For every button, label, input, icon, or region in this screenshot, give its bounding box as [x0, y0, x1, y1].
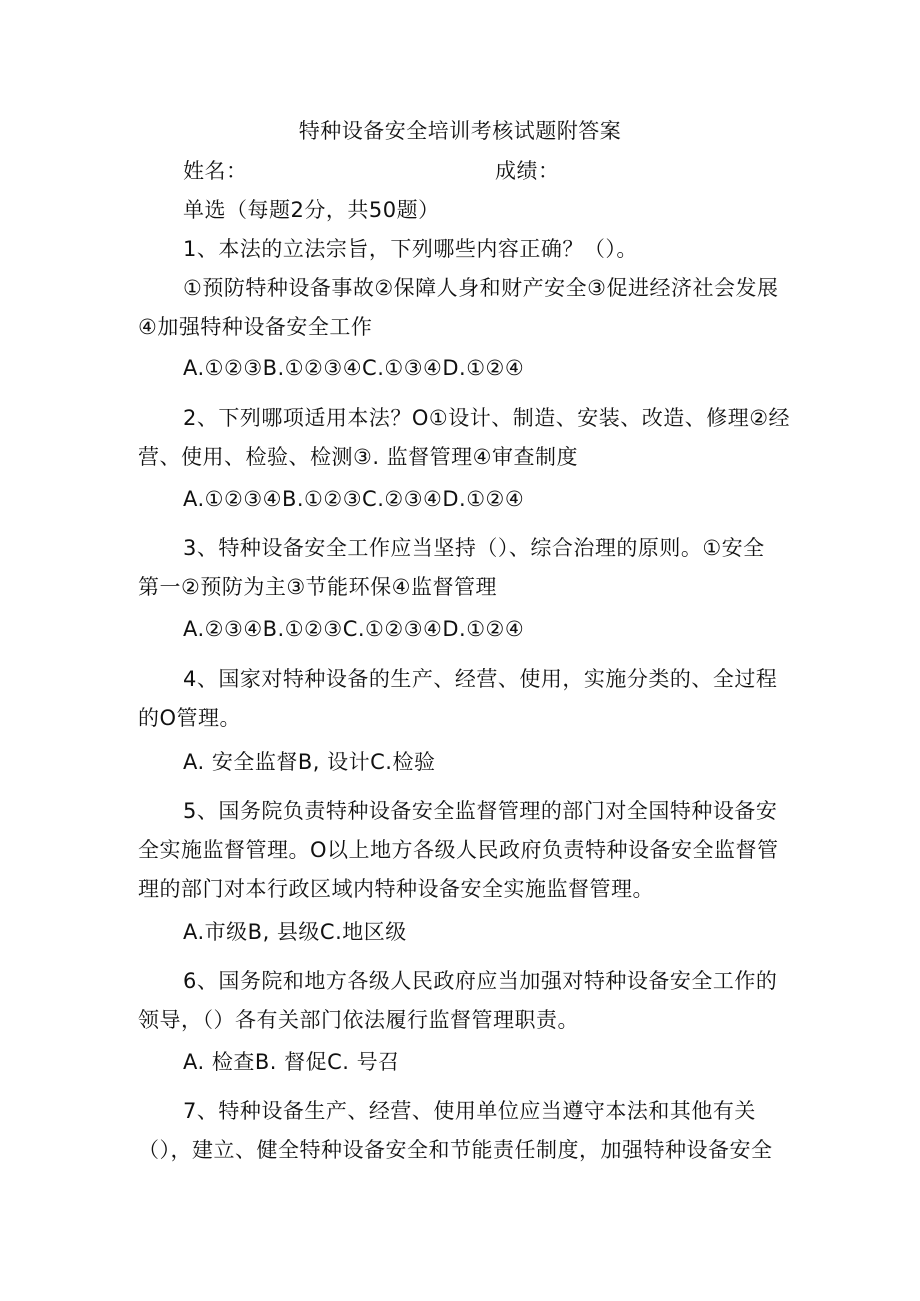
question-6-options: A. 检查B. 督促C. 号召 [183, 1050, 400, 1074]
question-1-options: A.①②③B.①②③④C.①③④D.①②④ [183, 356, 525, 380]
name-label: 姓名： [183, 159, 248, 183]
question-5-text: 5、国务院负责特种设备安全监督管理的部门对全国特种设备安 [183, 799, 778, 823]
question-2-text: 2、下列哪项适用本法？O①设计、制造、安装、改造、修理②经 [183, 406, 791, 430]
question-1-items-cont: ④加强特种设备安全工作 [138, 315, 373, 339]
question-3-options: A.②③④B.①②③C.①②③④D.①②④ [183, 617, 525, 641]
question-6-text-cont: 领导，（）各有关部门依法履行监督管理职责。 [138, 1008, 579, 1032]
question-1-items: ①预防特种设备事故②保障人身和财产安全③促进经济社会发展 [183, 276, 779, 300]
question-5-text-cont-2: 理的部门对本行政区域内特种设备安全实施监督管理。 [138, 877, 654, 901]
score-label: 成绩： [495, 159, 560, 183]
section-heading: 单选（每题2分，共50题） [183, 198, 440, 222]
question-5-options: A.市级B, 县级C.地区级 [183, 920, 407, 944]
question-3-text-cont: 第一②预防为主③节能环保④监督管理 [138, 575, 497, 599]
question-2-options: A.①②③④B.①②③C.②③④D.①②④ [183, 487, 525, 511]
question-2-text-cont: 营、使用、检验、检测③. 监督管理④审查制度 [138, 445, 579, 469]
question-4-text: 4、国家对特种设备的生产、经营、使用，实施分类的、全过程 [183, 667, 778, 691]
question-3-text: 3、特种设备安全工作应当坚持（）、综合治理的原则。①安全 [183, 536, 765, 560]
question-4-options: A. 安全监督B, 设计C.检验 [183, 750, 436, 774]
question-4-text-cont: 的O管理。 [138, 706, 242, 730]
question-7-text-cont: （），建立、健全特种设备安全和节能责任制度，加强特种设备安全 [138, 1138, 773, 1162]
document-title: 特种设备安全培训考核试题附答案 [298, 119, 622, 143]
question-1-text: 1、本法的立法宗旨，下列哪些内容正确？（）。 [183, 237, 638, 261]
question-7-text: 7、特种设备生产、经营、使用单位应当遵守本法和其他有关 [183, 1099, 756, 1123]
question-6-text: 6、国务院和地方各级人民政府应当加强对特种设备安全工作的 [183, 969, 778, 993]
question-5-text-cont-1: 全实施监督管理。O以上地方各级人民政府负责特种设备安全监督管 [138, 838, 779, 862]
